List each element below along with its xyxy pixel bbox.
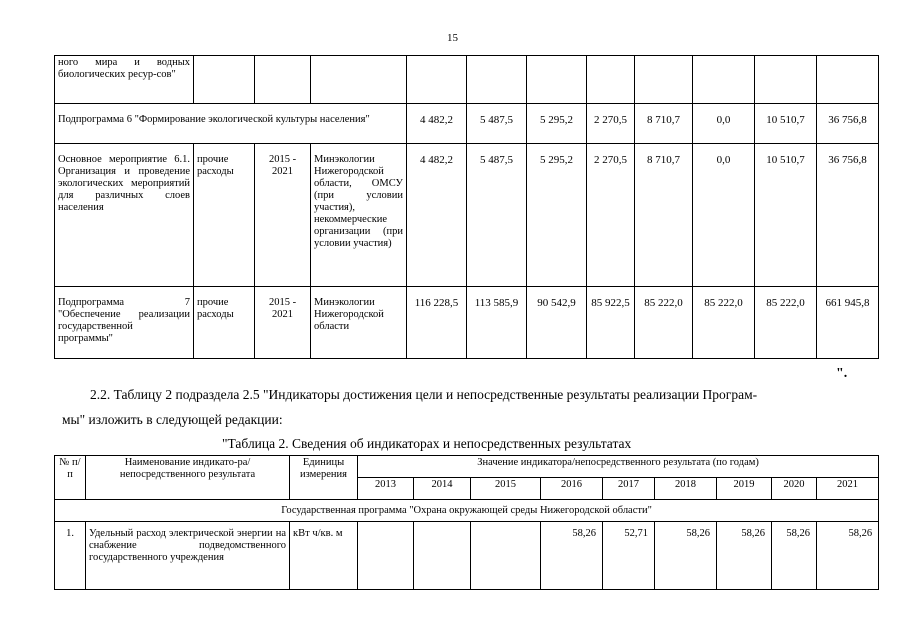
value-cell: 5 295,2 — [527, 104, 587, 144]
value-cell — [471, 522, 541, 590]
value-cell: 36 756,8 — [817, 144, 879, 287]
value-cell: 85 222,0 — [693, 287, 755, 359]
row-name: Удельный расход электрической энергии на снабжение подведомственного государственного учреждения — [86, 522, 290, 590]
value-cell: 4 482,2 — [407, 144, 467, 287]
value-cell: 2 270,5 — [587, 144, 635, 287]
year-header: 2021 — [817, 478, 879, 500]
source-cell: прочие расходы — [194, 144, 255, 287]
section-heading: Государственная программа "Охрана окружающей среды Нижегородской области" — [55, 500, 879, 522]
value-cell: 113 585,9 — [467, 287, 527, 359]
value-cell — [414, 522, 471, 590]
table-row — [55, 104, 879, 144]
value-cell: 90 542,9 — [527, 287, 587, 359]
table-row — [55, 56, 879, 104]
row-unit: кВт ч/кв. м — [290, 522, 358, 590]
row-name: Подпрограмма 7 "Обеспечение реализации государственной программы" — [55, 287, 194, 359]
value-cell: 85 222,0 — [635, 287, 693, 359]
table2-title: "Таблица 2. Сведения об индикаторах и непосредственных результатах — [222, 436, 632, 451]
source-cell: прочие расходы — [194, 287, 255, 359]
value-cell: 2 270,5 — [587, 104, 635, 144]
table-row — [55, 287, 879, 359]
value-cell: 0,0 — [693, 104, 755, 144]
year-header: 2015 — [471, 478, 541, 500]
table-row — [55, 144, 879, 287]
value-cell: 116 228,5 — [407, 287, 467, 359]
years-cell: 2015 - 2021 — [255, 144, 311, 287]
year-header: 2020 — [772, 478, 817, 500]
row-name: ного мира и водных биологических ресур-сов" — [55, 56, 194, 104]
value-cell: 58,26 — [717, 522, 772, 590]
value-cell: 58,26 — [541, 522, 603, 590]
value-cell: 85 222,0 — [755, 287, 817, 359]
executor-cell: Минэкологии Нижегородской области — [311, 287, 407, 359]
table-row — [55, 522, 879, 590]
year-header: 2014 — [414, 478, 471, 500]
value-cell: 10 510,7 — [755, 144, 817, 287]
row-num: 1. — [55, 522, 86, 590]
value-cell — [358, 522, 414, 590]
value-cell: 4 482,2 — [407, 104, 467, 144]
row-name: Подпрограмма 6 "Формирование экологической культуры населения" — [55, 104, 407, 144]
value-cell: 5 487,5 — [467, 104, 527, 144]
closing-quote: ". — [836, 366, 848, 381]
year-header: 2017 — [603, 478, 655, 500]
year-header: 2013 — [358, 478, 414, 500]
value-cell: 10 510,7 — [755, 104, 817, 144]
value-cell: 58,26 — [772, 522, 817, 590]
value-cell: 5 487,5 — [467, 144, 527, 287]
paragraph-line-1: 2.2. Таблицу 2 подраздела 2.5 "Индикаторы достижения цели и непосредственные результаты реализации Програм- — [90, 387, 758, 402]
header-values: Значение индикатора/непосредственного результата (по годам) — [358, 456, 879, 478]
executor-cell: Минэкологии Нижегородской области, ОМСУ (при условии участия), некоммерческие организации (при условии участия) — [311, 144, 407, 287]
header-name: Наименование индикато-ра/непосредственного результата — [86, 456, 290, 500]
year-header: 2016 — [541, 478, 603, 500]
year-header: 2019 — [717, 478, 772, 500]
paragraph-line-2: мы" изложить в следующей редакции: — [62, 412, 283, 427]
value-cell: 8 710,7 — [635, 144, 693, 287]
value-cell: 52,71 — [603, 522, 655, 590]
year-header: 2018 — [655, 478, 717, 500]
value-cell: 85 922,5 — [587, 287, 635, 359]
row-name: Основное мероприятие 6.1. Организация и проведение экологических мероприятий для различных слоев населения — [55, 144, 194, 287]
value-cell: 58,26 — [817, 522, 879, 590]
header-num: № п/п — [55, 456, 86, 500]
value-cell: 36 756,8 — [817, 104, 879, 144]
value-cell: 8 710,7 — [635, 104, 693, 144]
value-cell: 0,0 — [693, 144, 755, 287]
value-cell: 58,26 — [655, 522, 717, 590]
indicators-table — [54, 455, 879, 590]
value-cell: 661 945,8 — [817, 287, 879, 359]
header-unit: Единицы измерения — [290, 456, 358, 500]
page-number: 15 — [447, 32, 458, 44]
funding-table — [54, 55, 879, 359]
value-cell: 5 295,2 — [527, 144, 587, 287]
years-cell: 2015 - 2021 — [255, 287, 311, 359]
